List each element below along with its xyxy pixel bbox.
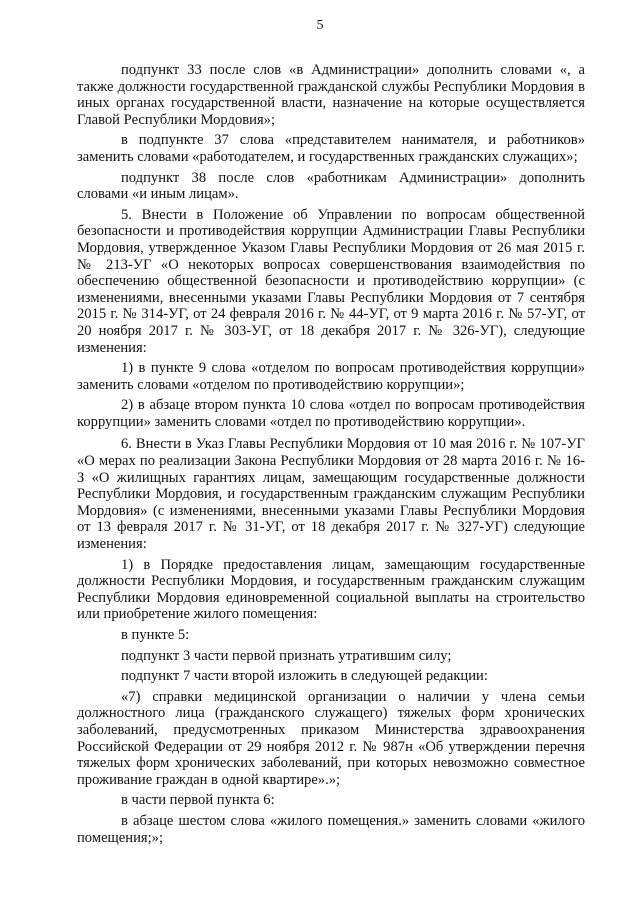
paragraph-item-5: 5. Внести в Положение об Управлении по вопросам общественной безопасности и противодействия коррупции Администрации Главы Республики Мордовия, утвержденное Указом Главы Республики Мордовия от 26 мая 2015 г. № 213-УГ «О некоторых вопросах совершенствования взаимодействия по обеспечению общественной безопасности и противодействию коррупции» (с изменениями, внесенными указами Главы Республики Мордовия от 7 сентября 2015 г. № 314-УГ, от 24 февраля 2016 г. № 44-УГ, от 9 марта 2016 г. № 57-УГ, от 20 ноября 2017 г. № 303-УГ, от 18 декабря 2017 г. № 326-УГ), следующие изменения: [77, 206, 585, 356]
paragraph-subpoint-7: подпункт 7 части второй изложить в следующей редакции: [121, 668, 488, 685]
paragraph-item-6-1: 1) в Порядке предоставления лицам, замещающим государственные должности Республики Мордовия, и государственным гражданским служащим Республики Мордовия единовременной социальной выплаты на строительство или приобретение жилого помещения: [77, 556, 585, 623]
paragraph-subpoint-38: подпункт 38 после слов «работникам Администрации» дополнить словами «и иным лицам». [77, 169, 585, 203]
paragraph-point-5: в пункте 5: [121, 627, 190, 643]
paragraph-quoted-subpoint-7: «7) справки медицинской организации о наличии у члена семьи должностного лица (гражданского служащего) тяжелых форм хронических заболеваний, предусмотренных приказом Министерства здравоохранения Российской Федерации от 29 ноября 2012 г. № 987н «Об утверждении перечня тяжелых форм хронических заболеваний, при которых невозможно совместное проживание граждан в одной квартире».»; [77, 688, 585, 788]
paragraph-subpoint-37: в подпункте 37 слова «представителем нанимателя, и работников» заменить словами «работодателем, и государственных гражданских служащих»; [77, 132, 585, 165]
paragraph-subpoint-33: подпункт 33 после слов «в Администрации» дополнить словами «, а также должности государственной гражданской службы Республики Мордовия в иных органах государственной власти, назначение на которые осуществляется Главой Республики Мордовия»; [77, 62, 585, 128]
paragraph-item-5-2: 2) в абзаце втором пункта 10 слова «отдел по вопросам противодействия коррупции» заменить словами «отдел по противодействию коррупции». [77, 397, 585, 430]
document-body [77, 62, 585, 846]
page-number: 5 [316, 18, 324, 33]
paragraph-point-6: в части первой пункта 6: [121, 792, 275, 809]
paragraph-item-5-1: 1) в пункте 9 слова «отделом по вопросам противодействия коррупции» заменить словами «отделом по противодействию коррупции»; [77, 360, 585, 393]
paragraph-subpoint-3: подпункт 3 части первой признать утратившим силу; [121, 647, 452, 664]
paragraph-item-6: 6. Внести в Указ Главы Республики Мордовия от 10 мая 2016 г. № 107-УГ «О мерах по реализации Закона Республики Мордовия от 28 марта 2016 г. № 16-З «О жилищных гарантиях лицам, замещающим государственные должности Республики Мордовия, и государственным гражданским служащим Республики Мордовия» (с изменениями, внесенными указами Главы Республики Мордовия от 13 февраля 2017 г. № 31-УГ, от 18 декабря 2017 г. № 327-УГ) следующие изменения: [77, 436, 585, 553]
paragraph-sixth-abzac: в абзаце шестом слова «жилого помещения.» заменить словами «жилого помещения;»; [77, 812, 585, 846]
